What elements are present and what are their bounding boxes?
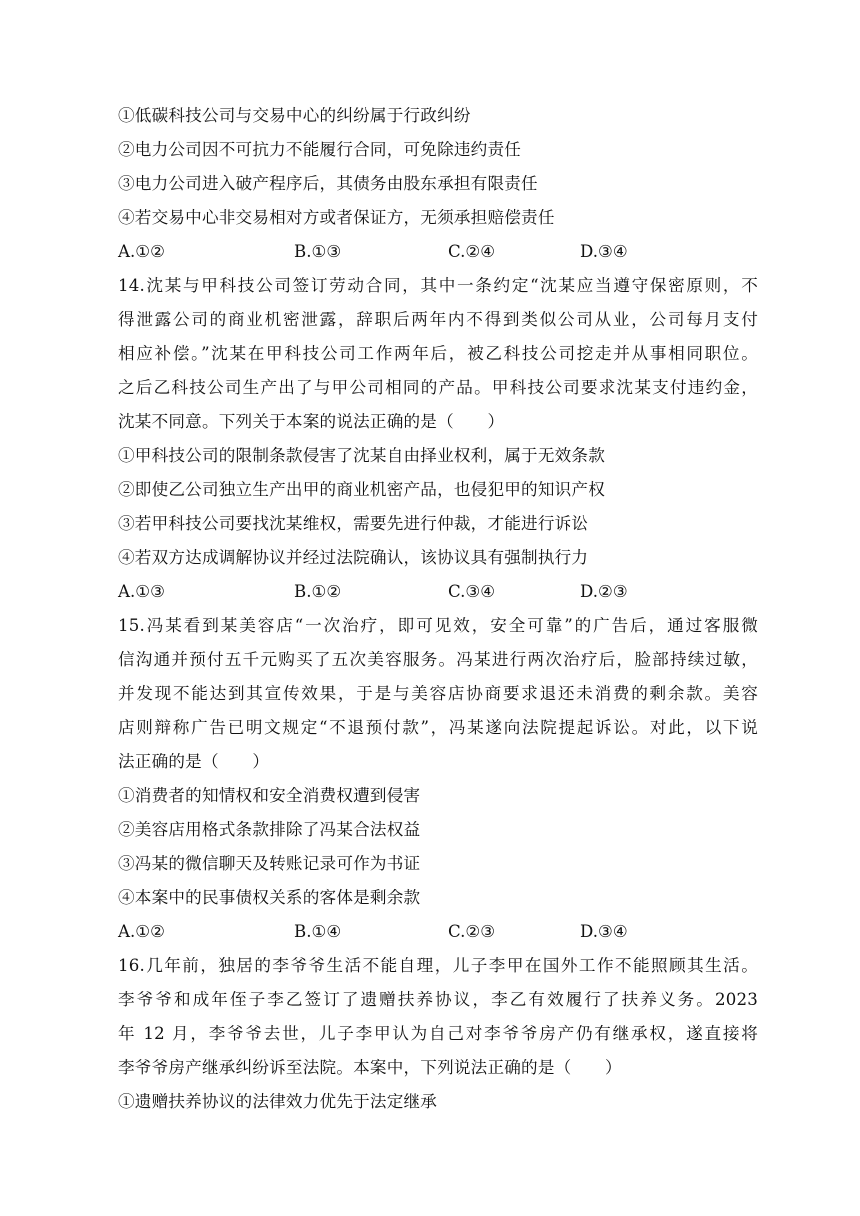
q13-statement-1: ①低碳科技公司与交易中心的纠纷属于行政纠纷 bbox=[118, 106, 471, 125]
q14-stem-line-2: 得泄露公司的商业机密泄露，辞职后两年内不得到类似公司从业，公司每月支付 bbox=[118, 310, 758, 329]
q15-statement-3: ③冯某的微信聊天及转账记录可作为书证 bbox=[118, 854, 421, 873]
q14-stem-line-4: 之后乙科技公司生产出了与甲公司相同的产品。甲科技公司要求沈某支付违约金， bbox=[118, 378, 758, 397]
q16-stem-line-1: 16.几年前，独居的李爷爷生活不能自理，儿子李甲在国外工作不能照顾其生活。 bbox=[118, 956, 758, 975]
q16-stem-line-2: 李爷爷和成年侄子李乙签订了遗赠扶养协议，李乙有效履行了扶养义务。2023 bbox=[118, 990, 758, 1009]
q13-option-d: D.③④ bbox=[580, 242, 628, 261]
q16-stem-line-4: 李爷爷房产继承纠纷诉至法院。本案中，下列说法正确的是（ ） bbox=[118, 1058, 622, 1077]
q14-stem-line-1: 14.沈某与甲科技公司签订劳动合同，其中一条约定“沈某应当遵守保密原则，不 bbox=[118, 276, 758, 295]
q14-option-a: A.①③ bbox=[118, 582, 166, 601]
q14-stem-line-3: 相应补偿。”沈某在甲科技公司工作两年后，被乙科技公司挖走并从事相同职位。 bbox=[118, 344, 758, 363]
q14-statement-1: ①甲科技公司的限制条款侵害了沈某自由择业权利，属于无效条款 bbox=[118, 446, 606, 465]
q15-stem-line-2: 信沟通并预付五千元购买了五次美容服务。冯某进行两次治疗后，脸部持续过敏， bbox=[118, 650, 758, 669]
q15-statement-4: ④本案中的民事债权关系的客体是剩余款 bbox=[118, 888, 421, 907]
q13-statement-3: ③电力公司进入破产程序后，其债务由股东承担有限责任 bbox=[118, 174, 538, 193]
q15-option-b: B.①④ bbox=[294, 922, 342, 941]
q14-option-c: C.③④ bbox=[448, 582, 496, 601]
q14-option-b: B.①② bbox=[294, 582, 342, 601]
q16-statement-1: ①遗赠扶养协议的法律效力优先于法定继承 bbox=[118, 1092, 438, 1111]
q13-option-a: A.①② bbox=[118, 242, 166, 261]
q13-option-c: C.②④ bbox=[448, 242, 496, 261]
q15-option-c: C.②③ bbox=[448, 922, 496, 941]
q15-option-d: D.③④ bbox=[580, 922, 628, 941]
q15-stem-line-3: 并发现不能达到其宣传效果，于是与美容店协商要求退还未消费的剩余款。美容 bbox=[118, 684, 758, 703]
q14-option-d: D.②③ bbox=[580, 582, 628, 601]
q16-stem-line-3: 年 12 月，李爷爷去世，儿子李甲认为自己对李爷爷房产仍有继承权，遂直接将 bbox=[118, 1024, 758, 1043]
q14-stem-line-5: 沈某不同意。下列关于本案的说法正确的是（ ） bbox=[118, 412, 505, 431]
q14-options bbox=[118, 581, 758, 603]
q15-stem-line-1: 15.冯某看到某美容店“一次治疗，即可见效，安全可靠”的广告后，通过客服微 bbox=[118, 616, 758, 635]
q13-statement-4: ④若交易中心非交易相对方或者保证方，无须承担赔偿责任 bbox=[118, 208, 555, 227]
q15-stem-line-4: 店则辩称广告已明文规定“不退预付款”，冯某遂向法院提起诉讼。对此，以下说 bbox=[118, 718, 758, 737]
q15-option-a: A.①② bbox=[118, 922, 166, 941]
q13-options bbox=[118, 241, 758, 263]
q15-stem-line-5: 法正确的是（ ） bbox=[118, 752, 270, 771]
q15-statement-2: ②美容店用格式条款排除了冯某合法权益 bbox=[118, 820, 421, 839]
q14-statement-3: ③若甲科技公司要找沈某维权，需要先进行仲裁，才能进行诉讼 bbox=[118, 514, 589, 533]
q15-options bbox=[118, 921, 758, 943]
q13-statement-2: ②电力公司因不可抗力不能履行合同，可免除违约责任 bbox=[118, 140, 522, 159]
q13-option-b: B.①③ bbox=[294, 242, 342, 261]
q15-statement-1: ①消费者的知情权和安全消费权遭到侵害 bbox=[118, 786, 421, 805]
q14-statement-2: ②即使乙公司独立生产出甲的商业机密产品，也侵犯甲的知识产权 bbox=[118, 480, 606, 499]
q14-statement-4: ④若双方达成调解协议并经过法院确认，该协议具有强制执行力 bbox=[118, 548, 589, 567]
